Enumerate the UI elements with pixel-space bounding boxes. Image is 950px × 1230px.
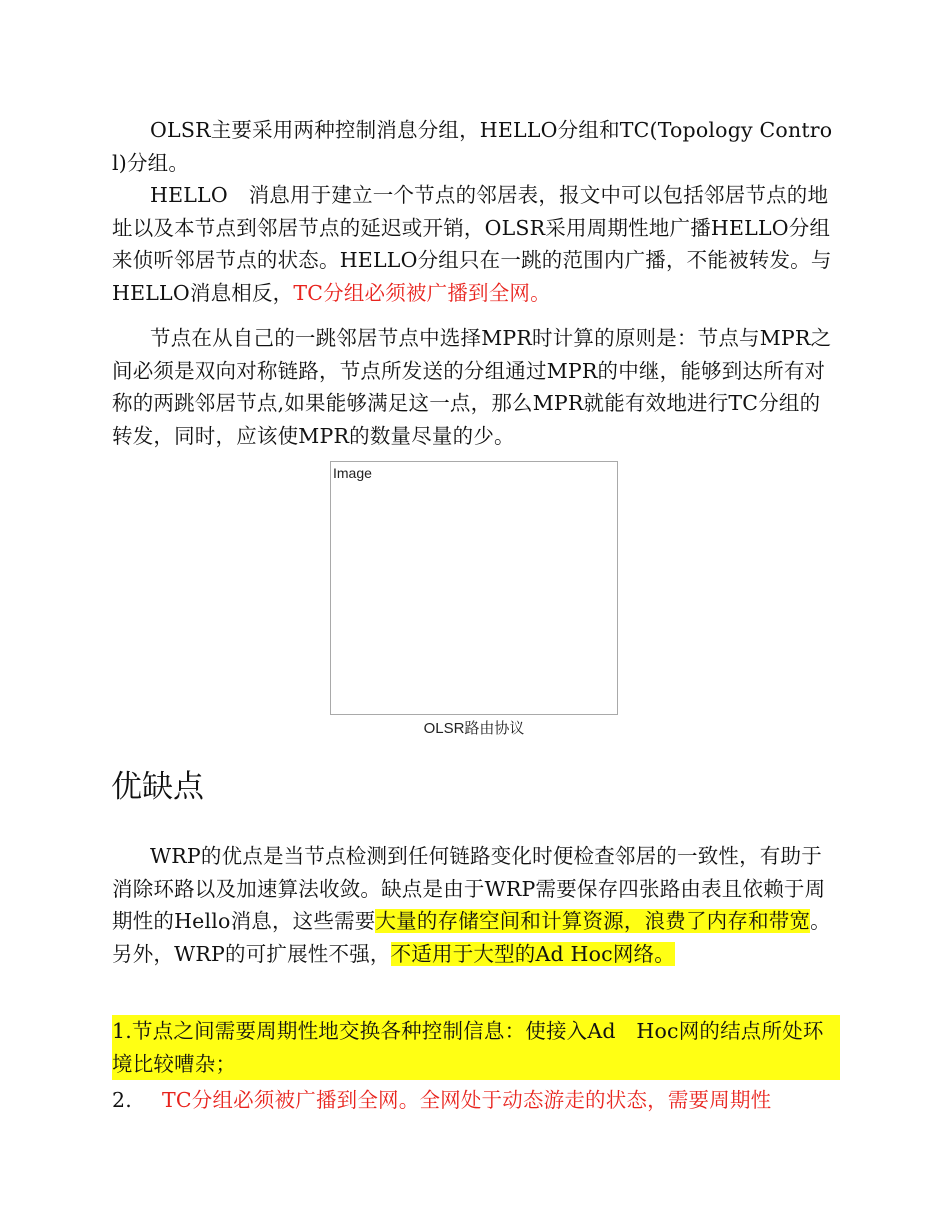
list-item-1 bbox=[112, 1015, 840, 1080]
image-placeholder bbox=[330, 461, 618, 715]
mpr-text: 节点在从自己的一跳邻居节点中选择MPR时计算的原则是：节点与MPR之间必须是双向对称链路，节点所发送的分组通过MPR的中继，能够到达所有对称的两跳邻居节点,如果能够满足这一点，那么MPR就能有效地进行TC分组的转发，同时，应该使MPR的数量尽量的少。 bbox=[112, 326, 832, 448]
paragraph-hello bbox=[112, 179, 840, 309]
paragraph-wrp bbox=[112, 840, 840, 970]
hello-text: HELLO 消息用于建立一个节点的邻居表，报文中可以包括邻居节点的地址以及本节点到邻居节点的延迟或开销，OLSR采用周期性地广播HELLO分组来侦听邻居节点的状态。HELLO分组只在一跳的范围内广播，不能被转发。与HELLO消息相反， bbox=[112, 183, 832, 305]
image-placeholder-label: Image bbox=[333, 465, 372, 481]
wrp-text-b: 。另外，WRP的可扩展性不强， bbox=[112, 909, 831, 966]
list-item-1-text: 节点之间需要周期性地交换各种控制信息：使接入Ad Hoc网的结点所处环境比较嘈杂； bbox=[112, 1019, 824, 1076]
wrp-highlight-resources: 大量的存储空间和计算资源，浪费了内存和带宽 bbox=[375, 909, 811, 933]
olsr-intro-text: OLSR主要采用两种控制消息分组，HELLO分组和TC(Topology Control)分组。 bbox=[112, 118, 833, 175]
list-item-1-number: 1. bbox=[112, 1019, 132, 1043]
section-heading: 优缺点 bbox=[111, 769, 204, 805]
paragraph-olsr-intro bbox=[112, 114, 840, 179]
list-item-2-number: 2. bbox=[112, 1088, 132, 1112]
wrp-text-a: WRP的优点是当节点检测到任何链路变化时便检查邻居的一致性，有助于消除环路以及加速算法收敛。缺点是由于WRP需要保存四张路由表且依赖于周期性的Hello消息，这些需要 bbox=[112, 844, 826, 933]
list-item-2-text: TC分组必须被广播到全网。全网处于动态游走的状态，需要周期性 bbox=[162, 1088, 772, 1112]
paragraph-mpr bbox=[112, 322, 840, 452]
figure-caption: OLSR路由协议 bbox=[423, 720, 525, 737]
wrp-highlight-not-suitable: 不适用于大型的Ad Hoc网络。 bbox=[390, 941, 675, 966]
tc-broadcast-red-text: TC分组必须被广播到全网。 bbox=[293, 280, 551, 305]
list-item-2 bbox=[112, 1084, 840, 1117]
